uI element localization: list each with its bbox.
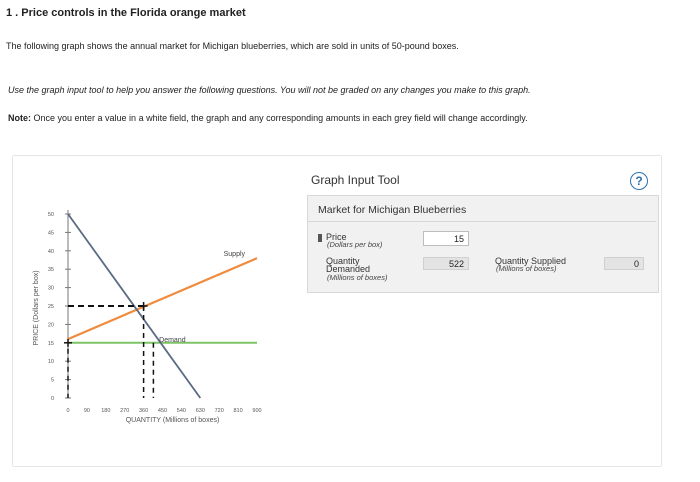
y-tick-label: 30 [47,285,54,292]
y-axis-label: PRICE (Dollars per box) [33,270,40,346]
price-label: Price [326,232,347,242]
x-tick-label: 0 [66,408,70,414]
x-tick-label: 630 [195,408,205,414]
quantity-demanded-unit: (Millions of boxes) [327,273,388,282]
y-tick-label: 0 [50,396,54,402]
supply-label: Supply [223,251,246,258]
note-body: Once you enter a value in a white field, the graph and any corresponding amounts in each grey field will change accordingly. [31,113,528,123]
intro-text: The following graph shows the annual market for Michigan blueberries, which are sold in units of 50-pound boxes. [6,41,459,51]
quantity-supplied-unit: (Millions of boxes) [496,264,557,273]
x-tick-label: 180 [101,408,111,414]
y-tick-label: 15 [47,340,54,347]
x-tick-label: 540 [176,408,186,414]
x-tick-label: 720 [214,408,224,414]
demand-label: Demand [159,336,186,344]
graph-input-tool-title: Graph Input Tool [311,173,400,187]
y-tick-label: 20 [47,322,54,329]
market-title: Market for Michigan Blueberries [318,204,467,216]
y-tick-label: 40 [47,248,54,255]
quantity-supplied-label: Quantity Supplied [495,256,567,266]
x-tick-label: 90 [83,408,90,414]
instruction-text: Use the graph input tool to help you answer the following questions. You will not be graded on any changes you make to this graph. [8,85,531,95]
y-tick-label: 25 [47,304,54,310]
x-tick-label: 900 [252,408,262,414]
quantity-demanded-label-1: Quantity [326,256,360,266]
help-icon[interactable]: ? [630,172,648,190]
quantity-supplied-field: 0 [604,257,644,270]
y-tick-label: 5 [50,377,54,384]
y-tick-label: 45 [47,230,54,237]
price-unit: (Dollars per box) [327,240,383,249]
x-axis-label: QUANTITY (Millions of boxes) [125,417,220,424]
note-label: Note: [8,113,31,123]
demand-curve [68,214,200,398]
y-tick-label: 35 [47,267,54,274]
question-title: 1 . Price controls in the Florida orange market [6,7,246,19]
x-tick-label: 360 [139,408,149,414]
x-tick-label: 270 [120,408,130,414]
y-tick-label: 10 [47,359,54,366]
supply-curve [68,258,257,339]
price-marker-icon [318,234,322,242]
divider [308,221,656,222]
price-input[interactable] [423,231,469,246]
quantity-demanded-label-2: Demanded [326,264,371,274]
y-tick-label: 50 [47,212,54,218]
x-tick-label: 810 [233,408,243,414]
x-tick-label: 450 [157,408,168,414]
quantity-demanded-field: 522 [423,257,469,270]
